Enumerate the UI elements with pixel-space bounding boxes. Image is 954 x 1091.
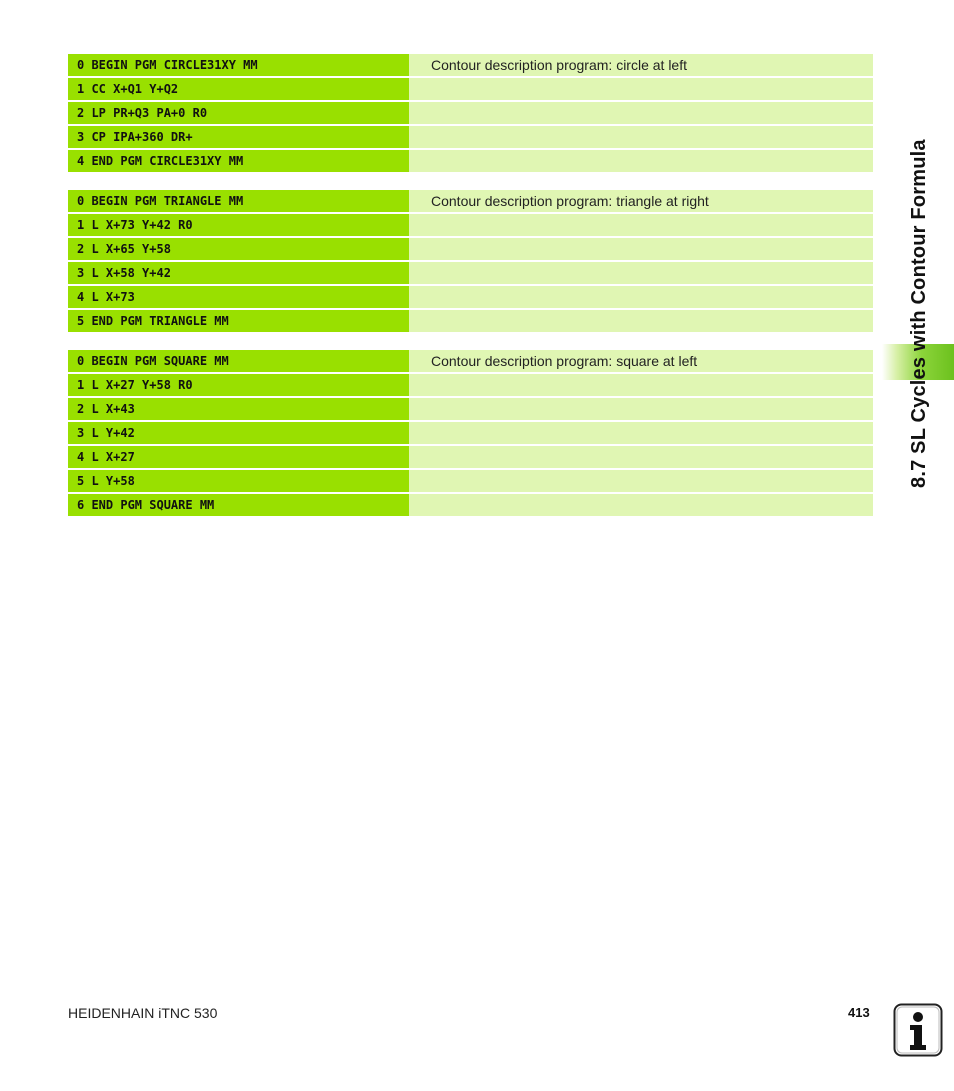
table-row: [68, 78, 873, 100]
description-cell: [409, 78, 873, 100]
code-cell: 5 END PGM TRIANGLE MM: [68, 310, 409, 332]
table-row: [68, 494, 873, 516]
description-cell: [409, 102, 873, 124]
description-cell: [409, 446, 873, 468]
code-cell: 6 END PGM SQUARE MM: [68, 494, 409, 516]
description-cell: [409, 126, 873, 148]
program-listings: [68, 54, 873, 534]
description-cell: [409, 494, 873, 516]
table-row: [68, 54, 873, 76]
code-cell: 4 L X+27: [68, 446, 409, 468]
table-row: [68, 350, 873, 372]
program-table-square: [68, 350, 873, 516]
table-row: [68, 374, 873, 396]
description-cell: [409, 374, 873, 396]
code-cell: 5 L Y+58: [68, 470, 409, 492]
code-cell: 0 BEGIN PGM TRIANGLE MM: [68, 190, 409, 212]
table-row: [68, 446, 873, 468]
code-cell: 1 L X+27 Y+58 R0: [68, 374, 409, 396]
program-table-triangle: [68, 190, 873, 332]
code-cell: 2 LP PR+Q3 PA+0 R0: [68, 102, 409, 124]
description-cell: [409, 214, 873, 236]
code-cell: 2 L X+65 Y+58: [68, 238, 409, 260]
table-row: [68, 238, 873, 260]
table-row: [68, 398, 873, 420]
description-cell: [409, 310, 873, 332]
description-cell: [409, 398, 873, 420]
description-cell: [409, 470, 873, 492]
table-row: [68, 190, 873, 212]
code-cell: 1 L X+73 Y+42 R0: [68, 214, 409, 236]
table-row: [68, 310, 873, 332]
manual-title: HEIDENHAIN iTNC 530: [68, 1005, 218, 1021]
code-cell: 3 L Y+42: [68, 422, 409, 444]
page-number: 413: [848, 1005, 870, 1020]
code-cell: 0 BEGIN PGM SQUARE MM: [68, 350, 409, 372]
table-row: [68, 214, 873, 236]
table-row: [68, 286, 873, 308]
description-cell: [409, 422, 873, 444]
description-cell: [409, 238, 873, 260]
code-cell: 3 CP IPA+360 DR+: [68, 126, 409, 148]
code-cell: 4 END PGM CIRCLE31XY MM: [68, 150, 409, 172]
code-cell: 3 L X+58 Y+42: [68, 262, 409, 284]
table-row: [68, 102, 873, 124]
code-cell: 2 L X+43: [68, 398, 409, 420]
description-cell: Contour description program: circle at left: [409, 54, 873, 76]
code-cell: 0 BEGIN PGM CIRCLE31XY MM: [68, 54, 409, 76]
table-row: [68, 422, 873, 444]
code-cell: 4 L X+73: [68, 286, 409, 308]
table-row: [68, 126, 873, 148]
table-row: [68, 150, 873, 172]
description-cell: [409, 286, 873, 308]
info-icon: [893, 1003, 943, 1057]
description-cell: [409, 262, 873, 284]
description-cell: Contour description program: triangle at right: [409, 190, 873, 212]
description-cell: Contour description program: square at left: [409, 350, 873, 372]
table-row: [68, 262, 873, 284]
table-row: [68, 470, 873, 492]
section-title: 8.7 SL Cycles with Contour Formula: [908, 139, 930, 488]
code-cell: 1 CC X+Q1 Y+Q2: [68, 78, 409, 100]
description-cell: [409, 150, 873, 172]
program-table-circle: [68, 54, 873, 172]
